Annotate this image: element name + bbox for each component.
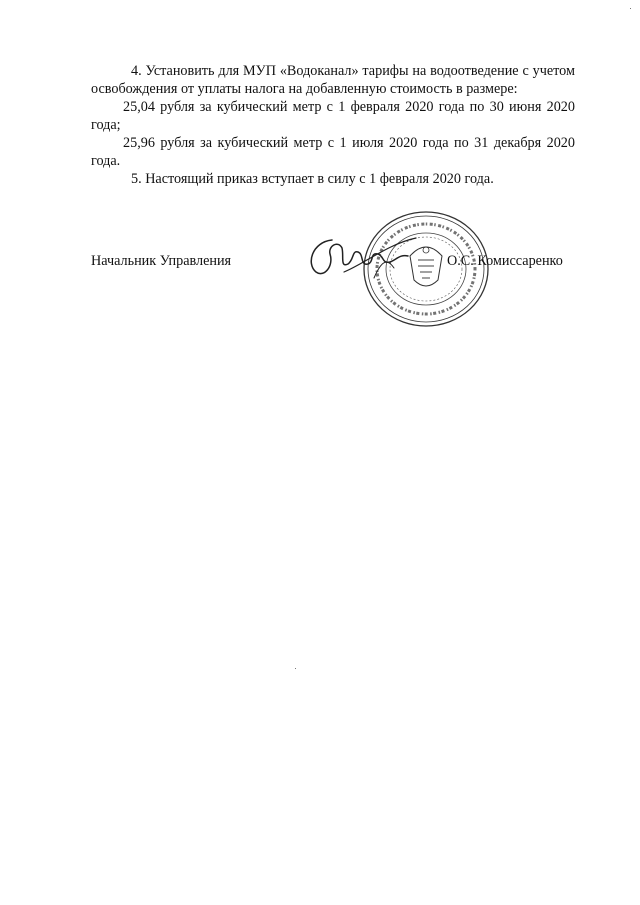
- tariff-line-2: 25,96 рубля за кубический метр с 1 июля 2020 года по 31 декабря 2020 года.: [91, 135, 575, 169]
- tariff-line-1: 25,04 рубля за кубический метр с 1 февраля 2020 года по 30 июня 2020 года;: [91, 99, 575, 133]
- scan-speck: [630, 8, 631, 9]
- scan-speck: [295, 668, 296, 669]
- signatory-name: О.С. Комиссаренко: [447, 253, 563, 269]
- document-body: [91, 62, 575, 188]
- paragraph-item-5: 5. Настоящий приказ вступает в силу с 1 февраля 2020 года.: [131, 171, 494, 187]
- paragraph-item-4: 4. Установить для МУП «Водоканал» тарифы на водоотведение с учетом освобождения от уплаты налога на добавленную стоимость в размере:: [91, 63, 575, 97]
- signatory-title: Начальник Управления: [91, 253, 232, 269]
- signature-block: [91, 253, 575, 273]
